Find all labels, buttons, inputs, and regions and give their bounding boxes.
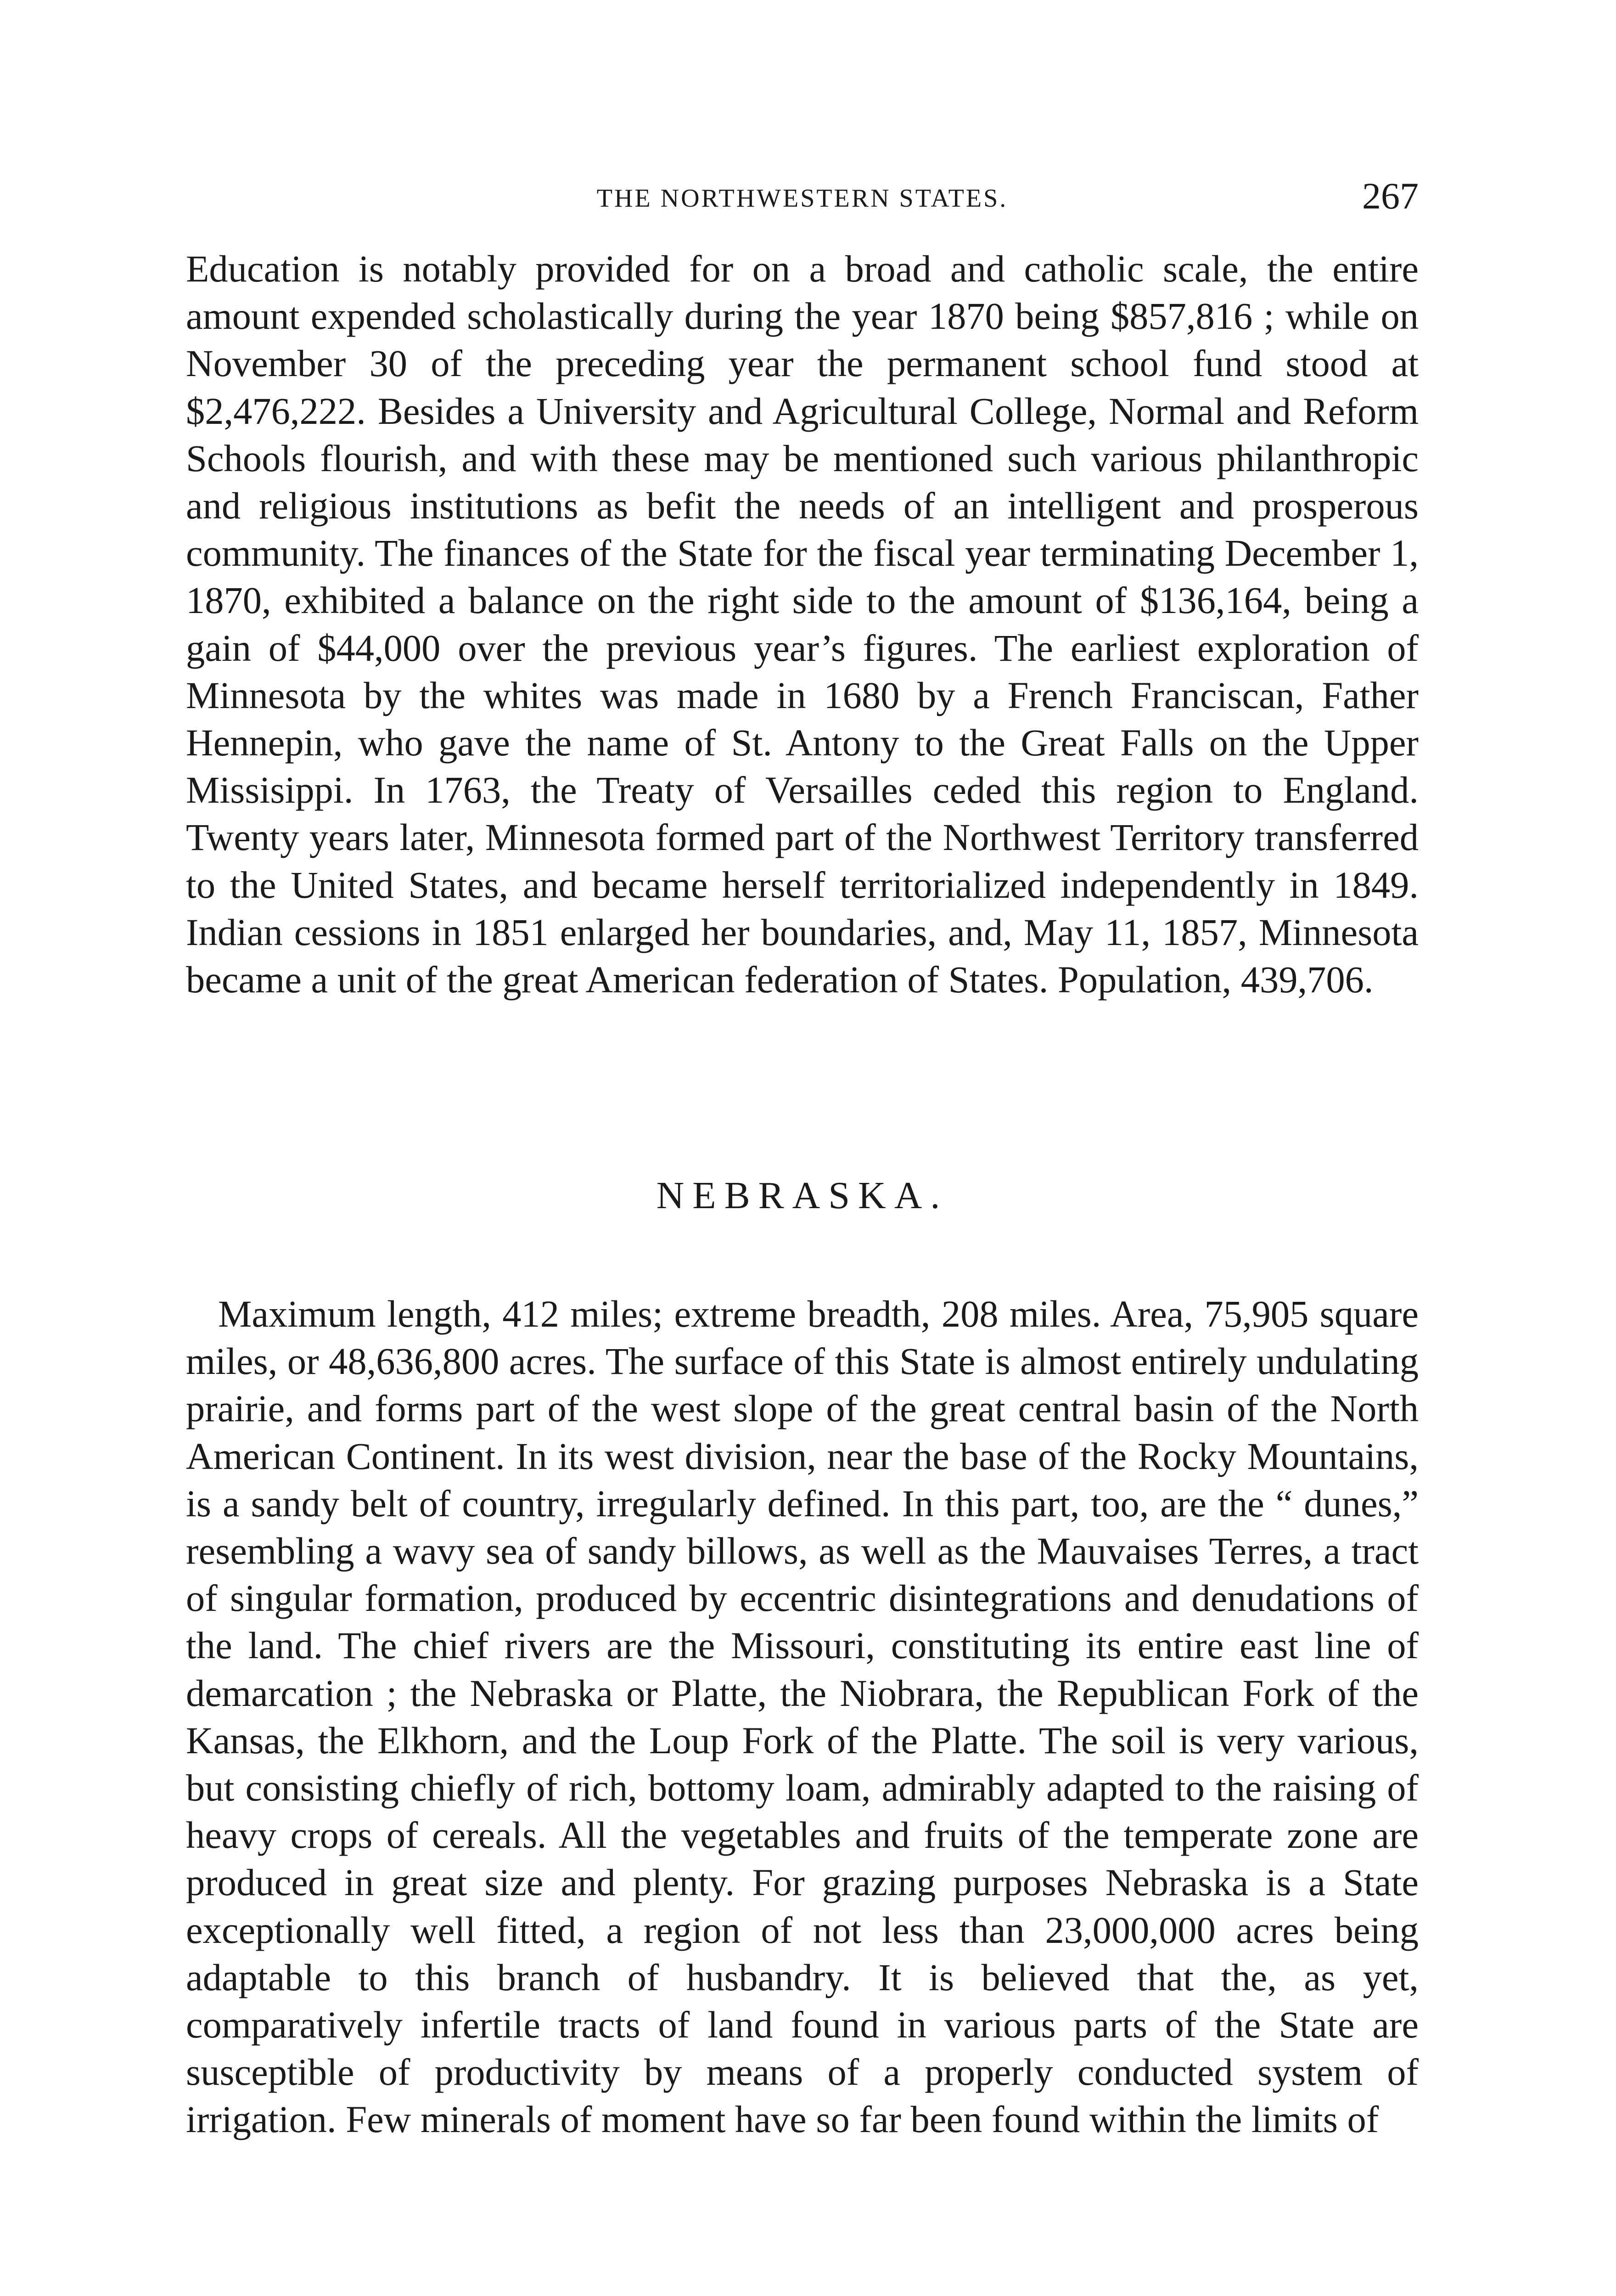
nebraska-paragraph [186,1290,1419,2144]
section-heading-nebraska: NEBRASKA. [656,1174,948,1217]
nebraska-paragraph-text: Maximum length, 412 miles; extreme breadth, 208 miles. Area, 75,905 square miles, or 48,636,800 acres. The surface of this State is almost entirely undulating prairie, and forms part of the west slope of the great central basin of the North American Continent. In its west division, near the base of the Rocky Mountains, is a sandy belt of country, irregularly defined. In this part, too, are the “ dunes,” resembling a wavy sea of sandy billows, as well as the Mauvaises Terres, a tract of singular formation, produced by eccentric disintegrations and denudations of the land. The chief rivers are the Missouri, constituting its entire east line of demarcation ; the Nebraska or Platte, the Niobrara, the Republican Fork of the Kansas, the Elkhorn, and the Loup Fork of the Platte. The soil is very various, but consisting chiefly of rich, bottomy loam, admirably adapted to the raising of heavy crops of cereals. All the vegetables and fruits of the temperate zone are produced in great size and plenty. For grazing purposes Nebraska is a State exceptionally well fitted, a region of not less than 23,000,000 acres being adaptable to this branch of husbandry. It is believed that the, as yet, comparatively infertile tracts of land found in various parts of the State are susceptible of productivity by means of a properly conducted system of irrigation. Few minerals of moment have so far been found within the limits of [186,1293,1419,2141]
education-paragraph-text: Education is notably provided for on a broad and catholic scale, the entire amount expended scholastically during the year 1870 being $857,816 ; while on November 30 of the preceding year the permanent school fund stood at $2,476,222. Besides a University and Agricultural College, Normal and Reform Schools flourish, and with these may be mentioned such various philanthropic and religious institutions as befit the needs of an intelligent and prosperous community. The finances of the State for the fiscal year terminating December 1, 1870, exhibited a balance on the right side to the amount of $136,164, being a gain of $44,000 over the previous year’s figures. The earliest exploration of Minnesota by the whites was made in 1680 by a French Franciscan, Father Hennepin, who gave the name of St. Antony to the Great Falls on the Upper Missisippi. In 1763, the Treaty of Versailles ceded this region to England. Twenty years later, Minnesota formed part of the Northwest Territory transferred to the United States, and became herself territorialized independently in 1849. Indian cessions in 1851 enlarged her boundaries, and, May 11, 1857, Minnesota became a unit of the great American federation of States. Population, 439,706. [186,248,1419,1001]
page-number: 267 [1362,175,1419,217]
education-paragraph [186,245,1419,1003]
running-title: THE NORTHWESTERN STATES. [596,184,1008,213]
running-header [186,174,1419,225]
